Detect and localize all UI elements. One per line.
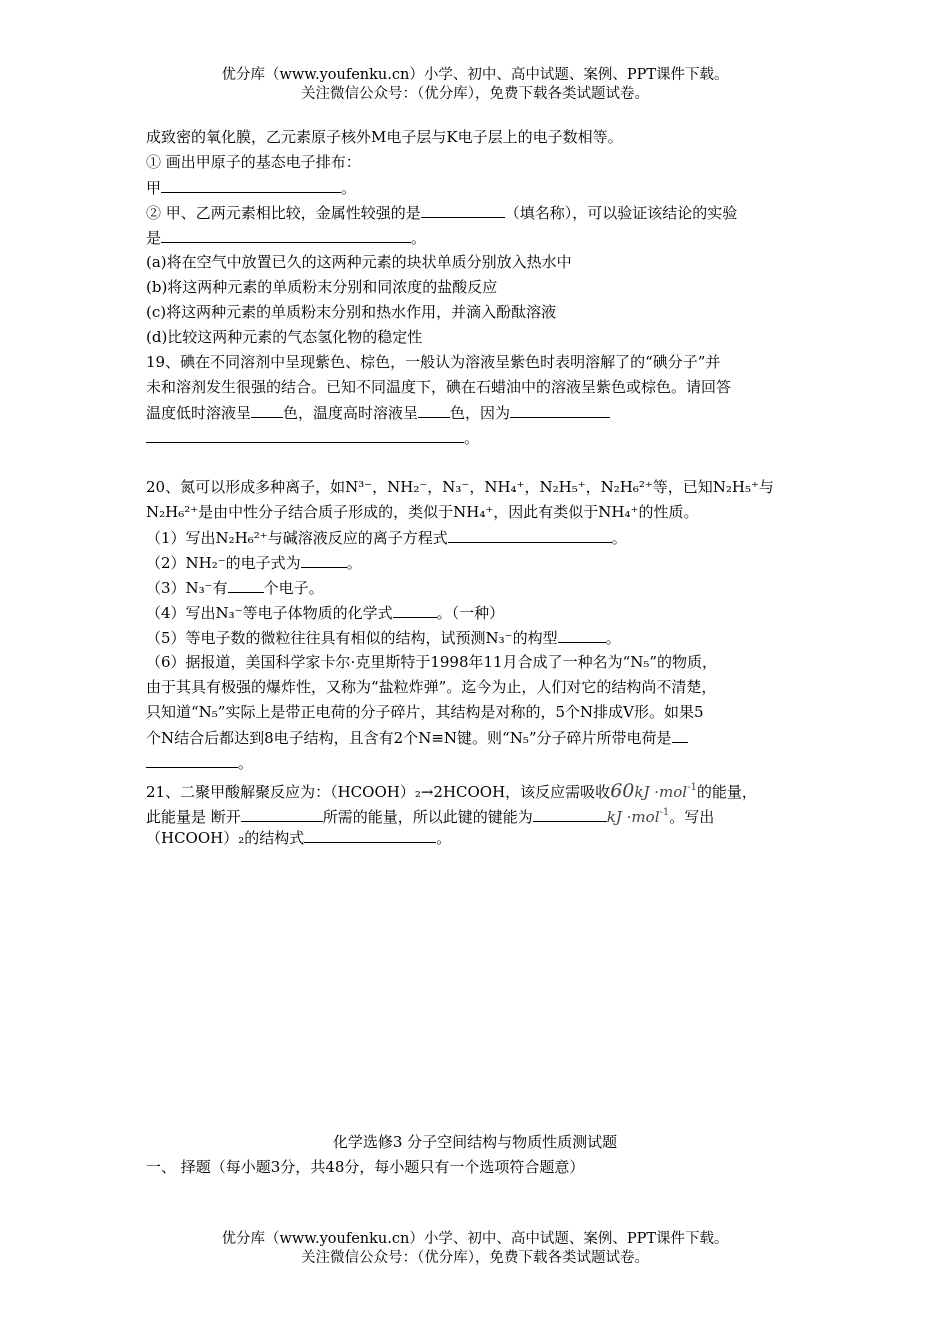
q19-line-1: 19、碘在不同溶剂中呈现紫色、棕色，一般认为溶液呈紫色时表明溶解了的“碘分子”并 (146, 353, 721, 371)
footer-line-2: 关注微信公众号：（优分库），免费下载各类试题试卷。 (301, 1250, 649, 1266)
q19-text-a: 温度低时溶液呈 (146, 404, 252, 422)
q21-unit-exponent: -1 (687, 782, 697, 793)
header-line-1: 优分库（www.youfenku.cn）小学、初中、高中试题、案例、PPT课件下载。 (221, 67, 729, 83)
q20-sub-6-line-3: 只知道“N₅”实际上是带正电荷的分子碎片，其结构是对称的，5个N排成V形。如果5 (146, 703, 704, 721)
page-footer (0, 1230, 950, 1268)
q20-end-6: 。 (238, 754, 254, 772)
q20-sub-1 (146, 525, 810, 550)
q21-text-f: （HCOOH）₂的结构式 (146, 829, 305, 847)
q18-end-2: 。 (411, 229, 427, 247)
q20-sub-6-line-5 (146, 750, 810, 775)
q19-blank-3[interactable] (510, 400, 610, 418)
q18-option-c: (c)将这两种元素的单质粉末分别和热水作用，并滴入酚酞溶液 (146, 303, 557, 321)
q20-sub-6-text: 个N结合后都达到8电子结构，且含有2个N≡N键。则“N₅”分子碎片所带电荷是 (146, 729, 672, 747)
q20-blank-6a[interactable] (672, 725, 688, 743)
q20-end-1: 。 (611, 529, 627, 547)
header-line-2: 关注微信公众号：（优分库），免费下载各类试题试卷。 (301, 86, 649, 102)
q20-blank-3[interactable] (228, 575, 264, 593)
q20-sub-3-text: （3）N₃⁻有 (146, 579, 228, 597)
q18-option-d: (d)比较这两种元素的气态氢化物的稳定性 (146, 328, 423, 346)
q20-sub-6-line-2: 由于其具有极强的爆炸性，又称为“盐粒炸弹”。迄今为止，人们对它的结构尚不清楚， (146, 678, 717, 696)
q18-answer-blank-3[interactable] (161, 225, 411, 243)
q20-sub-4 (146, 600, 810, 625)
q21-energy-value: 60 (610, 780, 635, 802)
question-content (146, 125, 810, 850)
section-part-1: 一、 择题（每小题3分，共48分，每小题只有一个选项符合题意） (146, 1158, 585, 1176)
q20-intro-1: 20、氮可以形成多种离子，如N³⁻，NH₂⁻，N₃⁻，NH₄⁺，N₂H₅⁺，N₂H₆²⁺等，已知N₂H₅⁺与 (146, 478, 774, 496)
q18-part2-text-c: 是 (146, 229, 162, 247)
q20-sub-3-text-b: 个电子。 (263, 579, 324, 597)
q20-blank-4[interactable] (393, 600, 437, 618)
q19-line-2: 未和溶剂发生很强的结合。已知不同温度下，碘在石蜡油中的溶液呈紫色或棕色。请回答 (146, 378, 732, 396)
q20-sub-6-line-4 (146, 725, 810, 750)
q20-blank-1[interactable] (448, 525, 612, 543)
section-title: 化学选修3 分子空间结构与物质性质测试题 (332, 1133, 618, 1151)
q18-part2 (146, 200, 810, 225)
q18-answer-blank-2[interactable] (421, 200, 505, 218)
q18-part2-cont (146, 225, 810, 250)
q20-blank-5[interactable] (558, 625, 606, 643)
q21-text-a: 21、二聚甲酸解聚反应为：（HCOOH）₂→2HCOOH，该反应需吸收 (146, 783, 611, 801)
q20-sub-5-text: （5）等电子数的微粒往往具有相似的结构，试预测N₃⁻的构型 (146, 629, 558, 647)
q21-text-b: 的能量， (696, 783, 757, 801)
q19-blank-1[interactable] (251, 400, 283, 418)
q21-blank-1[interactable] (241, 804, 323, 822)
q19-end: 。 (464, 429, 480, 447)
q20-blank-2[interactable] (301, 550, 347, 568)
q20-end-2: 。 (346, 554, 362, 572)
q20-sub-4-text-b: 。（一种） (436, 604, 505, 622)
q20-sub-1-text: （1）写出N₂H₆²⁺与碱溶液反应的离子方程式 (146, 529, 448, 547)
q21-line-1 (146, 775, 810, 800)
q21-text-e: 。写出 (669, 808, 715, 826)
q18-jia-label: 甲 (146, 179, 162, 197)
q20-sub-3 (146, 575, 810, 600)
q21-blank-3[interactable] (304, 825, 436, 843)
q21-energy-unit-2: kJ ·mol (606, 808, 660, 826)
q21-line-2 (146, 800, 810, 825)
q19-blank-4[interactable] (146, 425, 464, 443)
footer-line-1: 优分库（www.youfenku.cn）小学、初中、高中试题、案例、PPT课件下载。 (221, 1231, 729, 1247)
q21-text-c: 此能量是 断开 (146, 808, 241, 826)
q21-line-3 (146, 825, 810, 850)
q18-part1-answer (146, 175, 810, 200)
q20-blank-6b[interactable] (146, 750, 238, 768)
q18-part2-text: ② 甲、乙两元素相比较，金属性较强的是 (146, 204, 421, 222)
q19-text-c: 色，因为 (450, 404, 511, 422)
q20-intro-2: N₂H₆²⁺是由中性分子结合质子形成的，类似于NH₄⁺，因此有类似于NH₄⁺的性质。 (146, 503, 699, 521)
page-header (0, 66, 950, 104)
q19-line-3 (146, 400, 810, 425)
q18-option-b: (b)将这两种元素的单质粉末分别和同浓度的盐酸反应 (146, 278, 498, 296)
q20-sub-2-text: （2）NH₂⁻的电子式为 (146, 554, 301, 572)
q18-continuation: 成致密的氧化膜，乙元素原子核外M电子层与K电子层上的电子数相等。 (146, 128, 623, 146)
q18-answer-blank-1[interactable] (161, 175, 341, 193)
q21-energy-unit: kJ ·mol (634, 783, 688, 801)
q19-blank-2[interactable] (418, 400, 450, 418)
q19-line-4 (146, 425, 810, 450)
q20-sub-6-line-1: （6）据报道，美国科学家卡尔·克里斯特于1998年11月合成了一种名为“N₅”的物质， (146, 653, 718, 671)
q21-blank-2[interactable] (533, 804, 607, 822)
q21-text-d: 所需的能量，所以此键的键能为 (322, 808, 533, 826)
q18-part1: ① 画出甲原子的基态电子排布： (146, 153, 361, 171)
q19-text-b: 色，温度高时溶液呈 (283, 404, 419, 422)
q20-sub-2 (146, 550, 810, 575)
q20-sub-4-text: （4）写出N₃⁻等电子体物质的化学式 (146, 604, 393, 622)
q18-option-a: (a)将在空气中放置已久的这两种元素的块状单质分别放入热水中 (146, 253, 572, 271)
q18-part2-text-b: （填名称），可以验证该结论的实验 (504, 204, 738, 222)
q21-unit-exponent-2: -1 (659, 807, 670, 818)
q20-sub-5 (146, 625, 810, 650)
q18-end-1: 。 (341, 179, 357, 197)
q21-end: 。 (436, 829, 452, 847)
q20-end-5: 。 (605, 629, 621, 647)
